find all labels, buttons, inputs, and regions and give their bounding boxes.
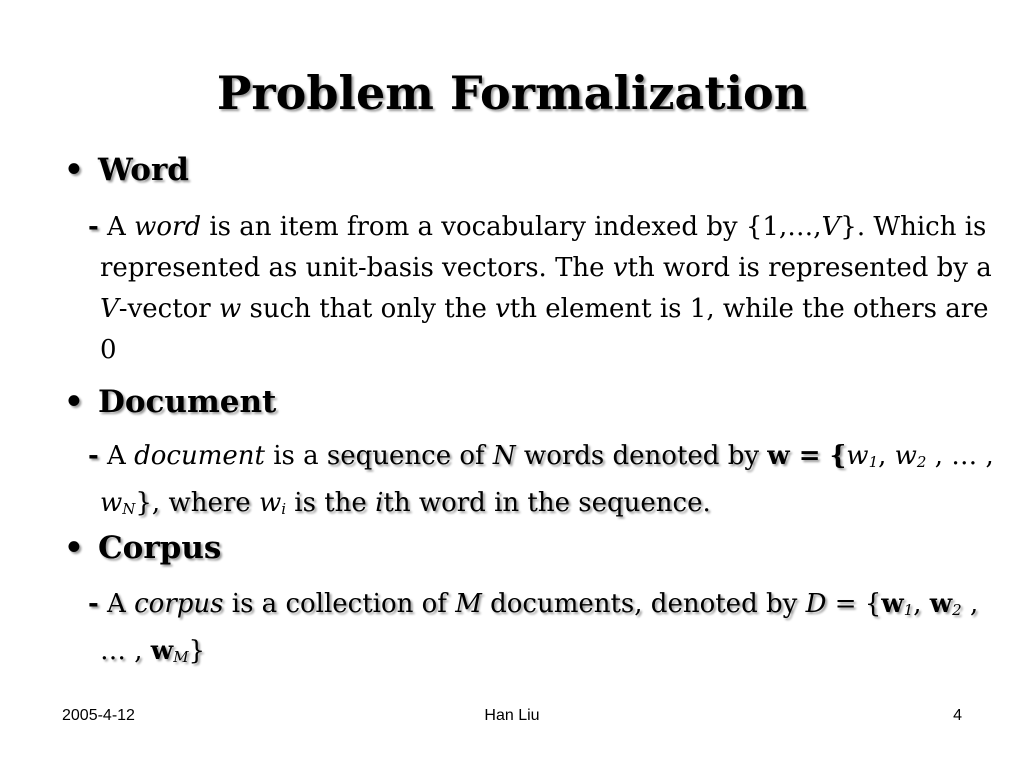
corpus-definition: - A corpus is a collection of M documents, denoted by $D = \{w_1$, $w_2$ , … , $w_M$} <box>88 589 979 666</box>
footer-date: 2005-4-12 <box>62 707 135 724</box>
bullet-word <box>64 152 189 188</box>
footer-author: Han Liu <box>484 707 540 724</box>
bullet-label: Corpus <box>98 530 222 566</box>
slide-title: Problem Formalization <box>216 66 808 120</box>
bullet-corpus <box>64 530 221 566</box>
bullet-dot: • <box>64 384 84 420</box>
bullet-label: Document <box>98 384 277 420</box>
bullet-label: Word <box>98 152 189 188</box>
bullet-document <box>64 384 276 420</box>
bullet-dot: • <box>64 530 84 566</box>
document-definition: - A document is a sequence of N words denoted by $w = \{w_1$, $w_2$ , … , $w_N$}, where $w_i$ is the ith word in the sequence. <box>88 441 994 518</box>
bullet-dot: • <box>64 152 84 188</box>
word-definition: - A word is an item from a vocabulary indexed by {1,…,V}. Which is represented as unit-basis vectors. The vth word is represented by a V-vector w such that only the vth element is 1, while the others are 0 <box>88 212 992 365</box>
footer-page-number: 4 <box>953 707 962 724</box>
